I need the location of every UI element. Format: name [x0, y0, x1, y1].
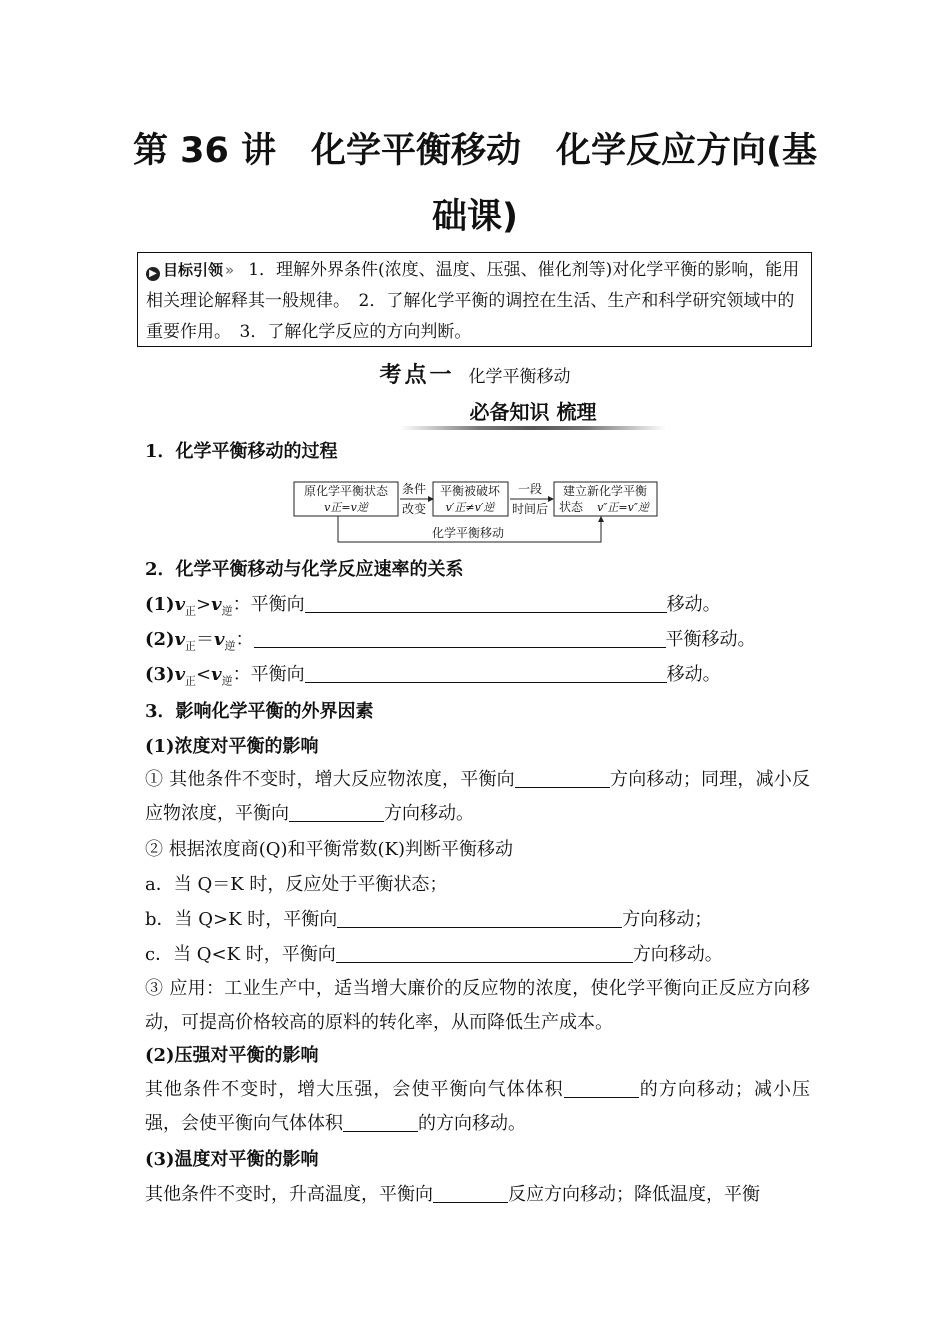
- relation-3-tail: 移动。: [666, 664, 721, 685]
- shift-label: 化学平衡移动: [431, 526, 505, 540]
- heading-3-3: (3)温度对平衡的影响: [145, 1149, 319, 1170]
- shift-bracket-head: [598, 516, 604, 522]
- page-title: 第 36 讲 化学平衡移动 化学反应方向(基础课): [132, 131, 818, 237]
- answer-blank[interactable]: [337, 907, 622, 928]
- heading-3: 3．影响化学平衡的外界因素: [145, 701, 374, 722]
- heading-2: 2．化学平衡移动与化学反应速率的关系: [145, 559, 464, 580]
- answer-blank[interactable]: [305, 662, 667, 683]
- relation-2: $(2)v_正=v_逆$： 平衡移动。: [145, 629, 756, 653]
- box1-line1: 原化学平衡状态: [303, 484, 389, 498]
- box3-line2b: v″正=v″逆: [597, 501, 649, 514]
- learning-goals-box: [137, 252, 812, 347]
- heading-3-2: (2)压强对平衡的影响: [145, 1045, 319, 1066]
- arrow2-bottom-label: 时间后: [511, 502, 549, 516]
- box1-line2: v正=v逆: [324, 501, 368, 514]
- relation-2-tail: 平衡移动。: [665, 629, 756, 650]
- goal-badge-label: 目标引领: [163, 261, 224, 279]
- arrow-right-icon: ▶: [146, 267, 160, 281]
- box3-line2a: 状态: [559, 500, 584, 514]
- relation-1-text: ：平衡向: [232, 594, 305, 615]
- box2-line2: v′正≠v′逆: [445, 501, 495, 514]
- answer-blank[interactable]: [515, 767, 610, 788]
- pressure-para: 其他条件不变时，增大压强，会使平衡向气体体积 的方向移动；减小压强，会使平衡向气体体积 的方向移动。: [145, 1079, 811, 1134]
- section-label: 考点一: [379, 363, 455, 388]
- section-topic: 化学平衡移动: [468, 367, 571, 387]
- arrow1-bottom-label: 改变: [401, 502, 427, 516]
- temperature-para: 其他条件不变时，升高温度，平衡向 反应方向移动；降低温度，平衡: [145, 1184, 760, 1205]
- box3-line1: 建立新化学平衡: [562, 484, 648, 498]
- relation-1: $(1)v_正>v_逆$：平衡向 移动。: [145, 594, 721, 618]
- answer-blank[interactable]: [433, 1182, 508, 1203]
- box2-line1: 平衡被破坏: [439, 484, 501, 498]
- arrow-2-head: [548, 496, 554, 502]
- concentration-para-1: ① 其他条件不变时，增大反应物浓度，平衡向 方向移动；同理，减小反应物浓度，平衡向 方向移动。: [145, 769, 810, 824]
- case-b: b．当 Q>K 时，平衡向 方向移动；: [145, 909, 713, 930]
- subsection-title: 必备知识 梳理: [469, 400, 597, 424]
- goal-badge: [146, 255, 234, 286]
- concentration-para-2: ② 根据浓度商(Q)和平衡常数(K)判断平衡移动: [145, 839, 514, 860]
- relation-3-text: ：平衡向: [232, 664, 305, 685]
- goal-text: 1．理解外界条件(浓度、温度、压强、催化剂等)对化学平衡的影响，能用相关理论解释其一般规律。 2．了解化学平衡的调控在生活、生产和科学研究领域中的重要作用。 3．了解化学反应的方向判断。: [146, 260, 800, 342]
- arrow2-top-label: 一段: [517, 482, 543, 496]
- answer-blank[interactable]: [305, 592, 667, 613]
- arrow1-top-label: 条件: [401, 482, 427, 496]
- equilibrium-shift-diagram: [293, 477, 663, 547]
- heading-1: 1．化学平衡移动的过程: [145, 441, 338, 462]
- section-header: [0, 358, 950, 389]
- answer-blank[interactable]: [289, 801, 384, 822]
- application-para: ③ 应用：工业生产中，适当增大廉价的反应物的浓度，使化学平衡向正反应方向移动，可提高价格较高的原料的转化率，从而降低生产成本。: [145, 978, 810, 1033]
- answer-blank[interactable]: [254, 627, 666, 648]
- relation-3: $(3)v_正<v_逆$：平衡向 移动。: [145, 664, 721, 688]
- subsection-rule: [400, 426, 666, 430]
- case-a: a．当 Q＝K 时，反应处于平衡状态；: [145, 874, 448, 895]
- answer-blank[interactable]: [564, 1077, 639, 1098]
- case-c: c．当 Q<K 时，平衡向 方向移动。: [145, 944, 723, 965]
- answer-blank[interactable]: [343, 1111, 418, 1132]
- double-chevron-icon: »: [225, 261, 235, 279]
- relation-1-num: (1): [145, 594, 175, 615]
- relation-2-num: (2): [145, 629, 175, 650]
- relation-3-num: (3): [145, 664, 175, 685]
- answer-blank[interactable]: [336, 942, 633, 963]
- heading-3-1: (1)浓度对平衡的影响: [145, 736, 319, 757]
- relation-1-tail: 移动。: [666, 594, 721, 615]
